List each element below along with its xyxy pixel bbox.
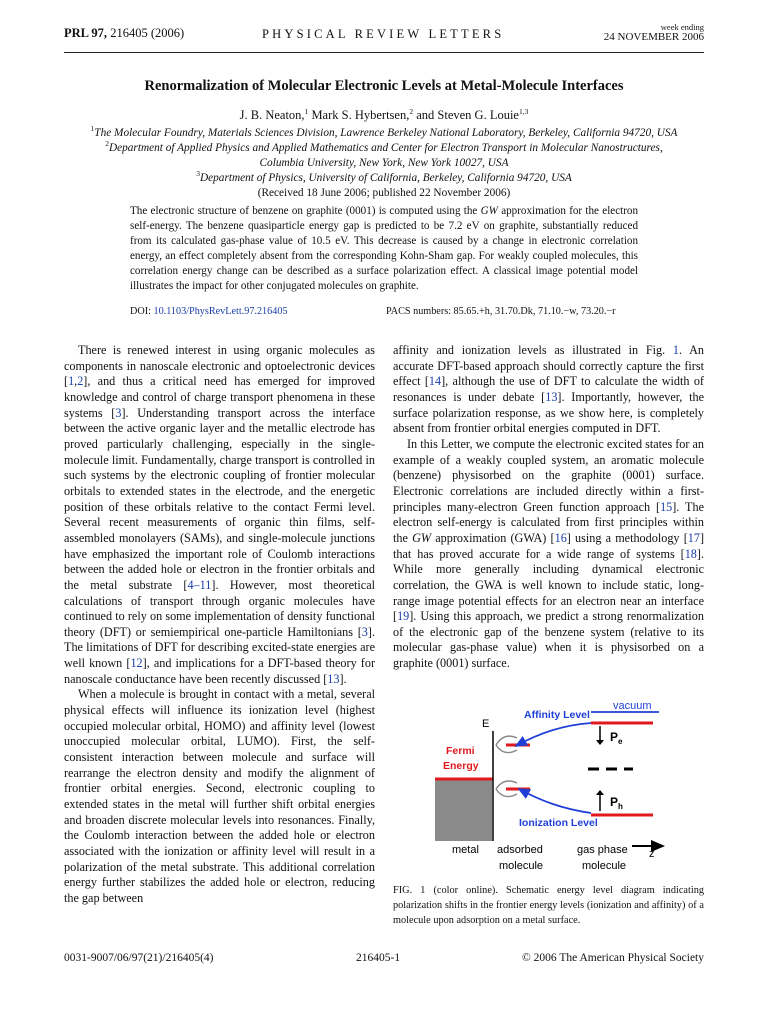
affiliation-2-cont: Columbia University, New York, New York 10027, USA xyxy=(259,157,509,169)
ph-label: $P_h$ xyxy=(610,795,623,811)
figure-caption: FIG. 1 (color online). Schematic energy level diagram indicating polarization shifts in the frontier energy levels (ionization and affinity) of a molecule upon adsorption on a metal surface. xyxy=(393,885,704,926)
paragraph: In this Letter, we compute the electronic excited states for an example of a weakly coupled system, an aromatic molecule (benzene) physisorbed on the graphite (0001) surface. Electronic correlations are included directly within a first-principles many-electron Green function approach [15]. The electron self-energy is calculated from first principles within the GW approximation (GWA) [16] using a methodology [17] that has proved accurate for a wide range of systems [18]. While more generally including dynamical electronic correlation, the GWA is well known to include static, long-range image potential effects for an electron near an interface [19]. Using this approach, we predict a strong renormalization of the electronic gap of the benzene system (relative to its molecular gas-phase value) when it is physisorbed on a graphite (0001) surface. xyxy=(393,436,704,671)
paragraph: affinity and ionization levels as illustrated in Fig. 1. An accurate DFT-based approach should correctly capture the first effect [14], although the use of DFT to calculate the width of resonances is under debate [13]. Importantly, however, the surface polarization response, as we show here, is completely absent from frontier orbital energies computed in DFT. xyxy=(393,343,704,436)
affiliation-1: $^1$The Molecular Foundry, Materials Sciences Division, Lawrence Berkeley National Laboratory, Berkeley, California 94720, USA xyxy=(90,124,678,139)
figure-link[interactable]: 1 xyxy=(672,343,679,357)
copyright: © 2006 The American Physical Society xyxy=(522,952,704,964)
citation-link[interactable]: 2 xyxy=(77,374,84,389)
issue-date xyxy=(604,22,704,42)
metal-block xyxy=(435,780,492,841)
energy-axis-label: E xyxy=(482,718,490,730)
energy-level-diagram xyxy=(393,693,704,878)
affinity-level-label: Affinity Level xyxy=(524,709,590,721)
pacs-numbers: PACS numbers: 85.65.+h, 31.70.Dk, 71.10.−w, 73.20.−r xyxy=(386,306,616,317)
citation-link[interactable]: 1 xyxy=(68,374,75,389)
ionization-shift-arrow xyxy=(519,789,591,813)
affiliation-3: $^3$Department of Physics, University of California, Berkeley, California 94720, USA xyxy=(196,169,572,184)
doi-link[interactable]: 10.1103/PhysRevLett.97.216405 xyxy=(153,306,288,317)
citation-link[interactable]: 4–11 xyxy=(187,577,212,592)
abstract: The electronic structure of benzene on graphite (0001) is computed using the GW approximation for the electron self-energy. The benzene quasiparticle energy gap is predicted to be 7.2 eV on graphite, substantially reduced from its calculated gas-phase value of 10.5 eV. This decrease is caused by a change in electronic correlation energy, an effect completely absent from the corresponding Kohn-Sham gap. For weakly coupled molecules, this correlation energy change can be described as a surface polarization effect. A classical image potential model illustrates the impact for other conjugated molecules on graphite. xyxy=(130,205,638,292)
paragraph: There is renewed interest in using organic molecules as components in nanoscale electronic and optoelectronic devices [1,2], and thus a critical need has emerged for improved knowledge and control of charge transport phenomena in these systems [3]. Understanding transport across the interface between the active organic layer and the metallic electrode has proved particularly challenging, especially in the single-molecule limit. Fundamentally, charge transport is controlled in such systems by the electronic coupling of frontier molecular orbitals to extended states in the electrode, and the energetic position of these orbitals relative to the contact Fermi level. Several recent measurements of organic thin films, self-assembled monolayers (SAMs), and single-molecule junctions have emphasized the important role of Coulomb interactions between the added hole or electron in the frontier orbitals and the metal substrate [4–11]. However, most theoretical calculations of transport through organic molecules have continued to rely on some implementation of density functional theory (DFT) or semiempirical one-particle Hamiltonians [3]. The limitations of DFT for describing excited-state energies are well known [12], and implications for a DFT-based theory for nanoscale conductance have been recently discussed [13]. xyxy=(64,343,376,686)
issue-date-value: 24 NOVEMBER 2006 xyxy=(603,31,704,43)
fermi-label: Fermi xyxy=(446,745,475,757)
body-column-right xyxy=(393,343,704,672)
gas-molecule-label: molecule xyxy=(582,860,627,872)
body-column-left xyxy=(64,343,375,907)
fermi-energy-label: Energy xyxy=(443,760,479,772)
page-number: 216405-1 xyxy=(356,952,401,964)
ionization-level-label: Ionization Level xyxy=(519,817,598,829)
author-list: J. B. Neaton,$^1$ Mark S. Hybertsen,$^2$ and Steven G. Louie$^{1,3}$ xyxy=(239,106,529,122)
header-rule xyxy=(64,52,704,53)
z-axis-label: z xyxy=(649,848,655,860)
citation-link[interactable]: 13 xyxy=(327,671,340,686)
paper-title: Renormalization of Molecular Electronic Levels at Metal-Molecule Interfaces xyxy=(144,78,624,94)
metal-label: metal xyxy=(452,844,479,856)
citation-link[interactable]: 17 xyxy=(687,530,700,545)
affiliation-2: $^2$Department of Applied Physics and Applied Mathematics and Center for Electron Transport in Molecular Nanostructures, xyxy=(105,139,663,154)
citation-link[interactable]: 15 xyxy=(660,499,673,514)
vacuum-label: vacuum xyxy=(613,700,652,712)
affiliations xyxy=(64,126,704,201)
citation-link[interactable]: 12 xyxy=(130,656,143,671)
affinity-shift-arrow xyxy=(516,723,591,746)
citation-link[interactable]: 18 xyxy=(684,546,697,561)
paragraph: When a molecule is brought in contact with a metal, several physical effects will influence its ionization level (highest occupied molecular orbital, HOMO) and affinity level (lowest unoccupied molecular orbital, LUMO). First, the self-consistent interaction between molecule and surface will rearrange the electron density and modify the alignment of frontier orbital energies. Second, electronic coupling to extended states in the metal will further shift orbital energies and broaden discrete molecular levels into resonances. Finally, the Coulomb interaction between the added hole or electron associated with the ionization or affinity level will result in a polarization of the metal substrate. This additional correlation energy further stabilizes the added hole or electron, reducing the gap between xyxy=(64,687,375,905)
adsorbed-molecule-label: molecule xyxy=(499,860,544,872)
pe-label: $P_e$ xyxy=(610,730,623,746)
journal-reference: PRL 97, 216405 (2006) xyxy=(64,26,185,40)
doi: DOI: 10.1103/PhysRevLett.97.216405 xyxy=(130,306,288,317)
citation-link[interactable]: 13 xyxy=(545,389,558,404)
citation-link[interactable]: 3 xyxy=(115,405,122,420)
citation-link[interactable]: 19 xyxy=(397,609,410,624)
citation-link[interactable]: 14 xyxy=(428,374,442,389)
journal-name: PHYSICAL REVIEW LETTERS xyxy=(262,27,505,41)
week-ending-label: week ending xyxy=(660,22,704,32)
footer-issn: 0031-9007/06/97(21)/216405(4) xyxy=(64,952,214,964)
adsorbed-label: adsorbed xyxy=(497,844,543,856)
citation-link[interactable]: 16 xyxy=(554,530,567,545)
received-dates: (Received 18 June 2006; published 22 November 2006) xyxy=(257,187,511,199)
citation-link[interactable]: 3 xyxy=(361,624,368,639)
gas-phase-label: gas phase xyxy=(577,844,628,856)
